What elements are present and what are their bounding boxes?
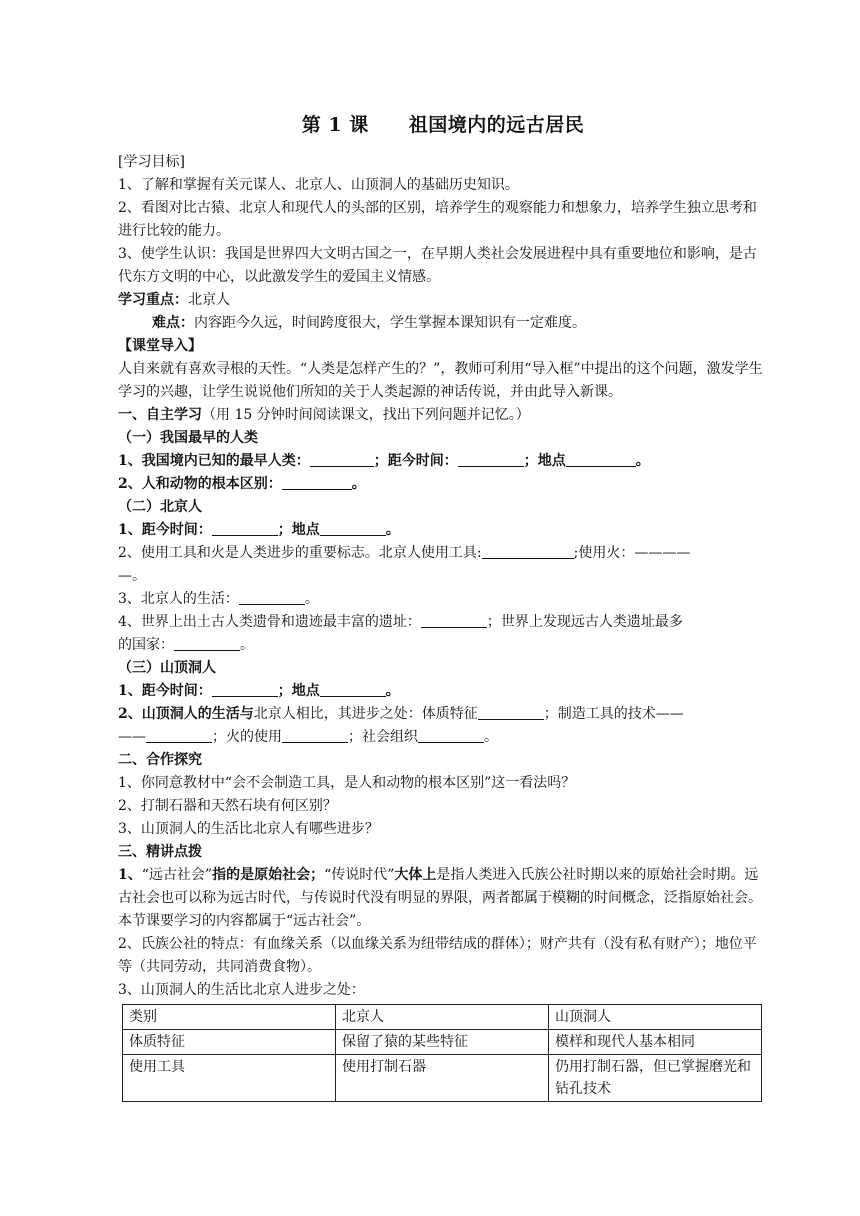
- table-header-cell: 类别: [123, 1005, 336, 1030]
- question-text: ；世界上发现远古人类遗址最多: [486, 614, 683, 630]
- difficulty-label: 难点：: [152, 315, 194, 331]
- sub2-question-2-cont: —。: [118, 568, 146, 584]
- answer-blank[interactable]: [212, 682, 278, 697]
- section1-note: （用 15 分钟时间阅读课文，找出下列问题并记忆。）: [202, 407, 530, 423]
- answer-blank[interactable]: [282, 475, 352, 490]
- explanation-3: 3、山顶洞人的生活比北京人进步之处：: [118, 982, 365, 998]
- answer-blank[interactable]: [239, 590, 305, 605]
- answer-blank[interactable]: [478, 705, 544, 720]
- question-text: 2、使用工具和火是人类进步的重要标志。北京人使用工具:: [118, 545, 482, 561]
- sub2-question-4-cont: [118, 634, 768, 657]
- objective-item: 2、看图对比古猿、北京人和现代人的头部的区别，培养学生的观察能力和想象力，培养学生独立思考和进行比较的能力。: [118, 200, 757, 239]
- answer-blank[interactable]: [458, 452, 524, 467]
- question-text: ；制造工具的技术——: [543, 706, 684, 722]
- section2-heading: 二、合作探究: [118, 752, 202, 768]
- lesson-name: 祖国境内的远古居民: [408, 114, 585, 136]
- sub2-question-1: [118, 519, 768, 542]
- sub3-question-2: [118, 703, 768, 726]
- sub3-question-1: [118, 680, 768, 703]
- section1-heading: 一、自主学习: [118, 407, 202, 423]
- answer-blank[interactable]: [146, 728, 212, 743]
- explanation-num: 1、: [118, 867, 142, 883]
- objective-item: 1、了解和掌握有关元谋人、北京人、山顶洞人的基础历史知识。: [118, 177, 519, 193]
- answer-blank[interactable]: [320, 521, 386, 536]
- question-text: ；地点: [277, 522, 320, 538]
- table-row: [123, 1030, 762, 1055]
- table-cell: 体质特征: [123, 1030, 336, 1055]
- question-text: 。: [351, 476, 366, 492]
- answer-blank[interactable]: [418, 728, 484, 743]
- comparison-table: [122, 1004, 762, 1102]
- intro-text: 人自来就有喜欢寻根的天性。“人类是怎样产生的？”，教师可利用“导入框”中提出的这个问题，激发学生学习的兴趣，让学生说说他们所知的关于人类起源的神话传说，并由此导入新课。: [118, 361, 763, 400]
- section3-heading: 三、精讲点拨: [118, 844, 202, 860]
- discussion-item: 1、你同意教材中“会不会制造工具，是人和动物的根本区别”这一看法吗？: [118, 775, 576, 791]
- table-cell: 保留了猿的某些特征: [336, 1030, 549, 1055]
- question-text: 。: [385, 683, 400, 699]
- sub2-question-3: [118, 588, 768, 611]
- question-text: 。: [635, 453, 650, 469]
- question-text: 4、世界上出土古人类遗骨和遗迹最丰富的遗址：: [118, 614, 421, 630]
- question-text: 北京人相比，其进步之处：体质特征: [253, 706, 478, 722]
- sub2-question-4: [118, 611, 768, 634]
- key-point-label: 学习重点：: [118, 292, 188, 308]
- table-header-cell: 北京人: [336, 1005, 549, 1030]
- question-text: ——: [118, 729, 146, 745]
- question-text: 。: [484, 729, 498, 745]
- objectives-heading: [学习目标]: [118, 154, 185, 170]
- key-point-text: 北京人: [188, 292, 230, 308]
- table-row: [123, 1055, 762, 1102]
- discussion-item: 3、山顶洞人的生活比北京人有哪些进步？: [118, 821, 379, 837]
- question-text: 1、我国境内已知的最早人类：: [118, 453, 310, 469]
- sub1-question-2: [118, 473, 768, 496]
- difficulty: [118, 312, 768, 335]
- sub2-question-2: [118, 542, 768, 565]
- question-text: ；距今时间：: [373, 453, 458, 469]
- question-text: 3、北京人的生活：: [118, 591, 239, 607]
- question-text: ；社会组织: [348, 729, 418, 745]
- table-header-row: [123, 1005, 762, 1030]
- sub1-question-1: [118, 450, 768, 473]
- sub3-heading: （三）山顶洞人: [118, 660, 216, 676]
- table-cell: 使用工具: [123, 1055, 336, 1102]
- discussion-item: 2、打制石器和天然石块有何区别？: [118, 798, 337, 814]
- answer-blank[interactable]: [282, 728, 348, 743]
- sub1-heading: （一）我国最早的人类: [118, 430, 258, 446]
- answer-blank[interactable]: [212, 521, 278, 536]
- explanation-text: 是指人类进入氏族公社时期以来的原始社会时期。远古社会也可以称为远古时代，与传说时代没有明显的界限，两者都属于模糊的时间概念，泛指原始社会。本节课要学习的内容都属于“远古社会”。: [118, 867, 762, 929]
- sub2-heading: （二）北京人: [118, 499, 202, 515]
- answer-blank[interactable]: [320, 682, 386, 697]
- question-text: ；火的使用: [212, 729, 282, 745]
- answer-blank[interactable]: [174, 636, 240, 651]
- lesson-number: 第 1 课: [301, 114, 369, 136]
- explanation-2: 2、氏族公社的特点：有血缘关系（以血缘关系为纽带结成的群体）；财产共有（没有私有财产）；地位平等（共同劳动，共同消费食物）。: [118, 936, 757, 975]
- section1-heading-line: [118, 404, 768, 427]
- question-text: 2、人和动物的根本区别：: [118, 476, 282, 492]
- table-cell: 仍用打制石器，但已掌握磨光和钻孔技术: [549, 1055, 762, 1102]
- difficulty-text: 内容距今久远，时间跨度很大，学生掌握本课知识有一定难度。: [194, 315, 586, 331]
- question-text: 1、距今时间：: [118, 683, 212, 699]
- answer-blank[interactable]: [310, 452, 374, 467]
- document-page: [118, 110, 768, 1102]
- question-text: 。: [240, 637, 254, 653]
- question-text: 2、山顶洞人的生活与: [118, 706, 254, 722]
- explanation-1: [118, 864, 768, 933]
- question-text: ;使用火：————: [573, 545, 691, 561]
- question-text: 。: [385, 522, 400, 538]
- question-text: 的国家：: [118, 637, 174, 653]
- question-text: ；地点: [523, 453, 566, 469]
- answer-blank[interactable]: [566, 452, 636, 467]
- table-cell: 模样和现代人基本相同: [549, 1030, 762, 1055]
- objective-item: 3、使学生认识：我国是世界四大文明古国之一，在早期人类社会发展进程中具有重要地位和影响，是古代东方文明的中心，以此激发学生的爱国主义情感。: [118, 246, 757, 285]
- question-text: 。: [304, 591, 319, 607]
- explanation-bold: 指的是原始社会；: [212, 867, 325, 883]
- table-header-cell: 山顶洞人: [549, 1005, 762, 1030]
- question-text: 1、距今时间：: [118, 522, 212, 538]
- key-point: [118, 289, 768, 312]
- sub3-question-2-cont: [118, 726, 768, 749]
- term: “传说时代”: [324, 867, 395, 883]
- explanation-bold: 大体上: [394, 867, 437, 883]
- term: “远古社会”: [141, 867, 213, 883]
- answer-blank[interactable]: [421, 613, 487, 628]
- answer-blank[interactable]: [482, 544, 574, 559]
- table-cell: 使用打制石器: [336, 1055, 549, 1102]
- page-title: [118, 110, 768, 137]
- question-text: ；地点: [277, 683, 320, 699]
- intro-heading: 【课堂导入】: [118, 338, 202, 354]
